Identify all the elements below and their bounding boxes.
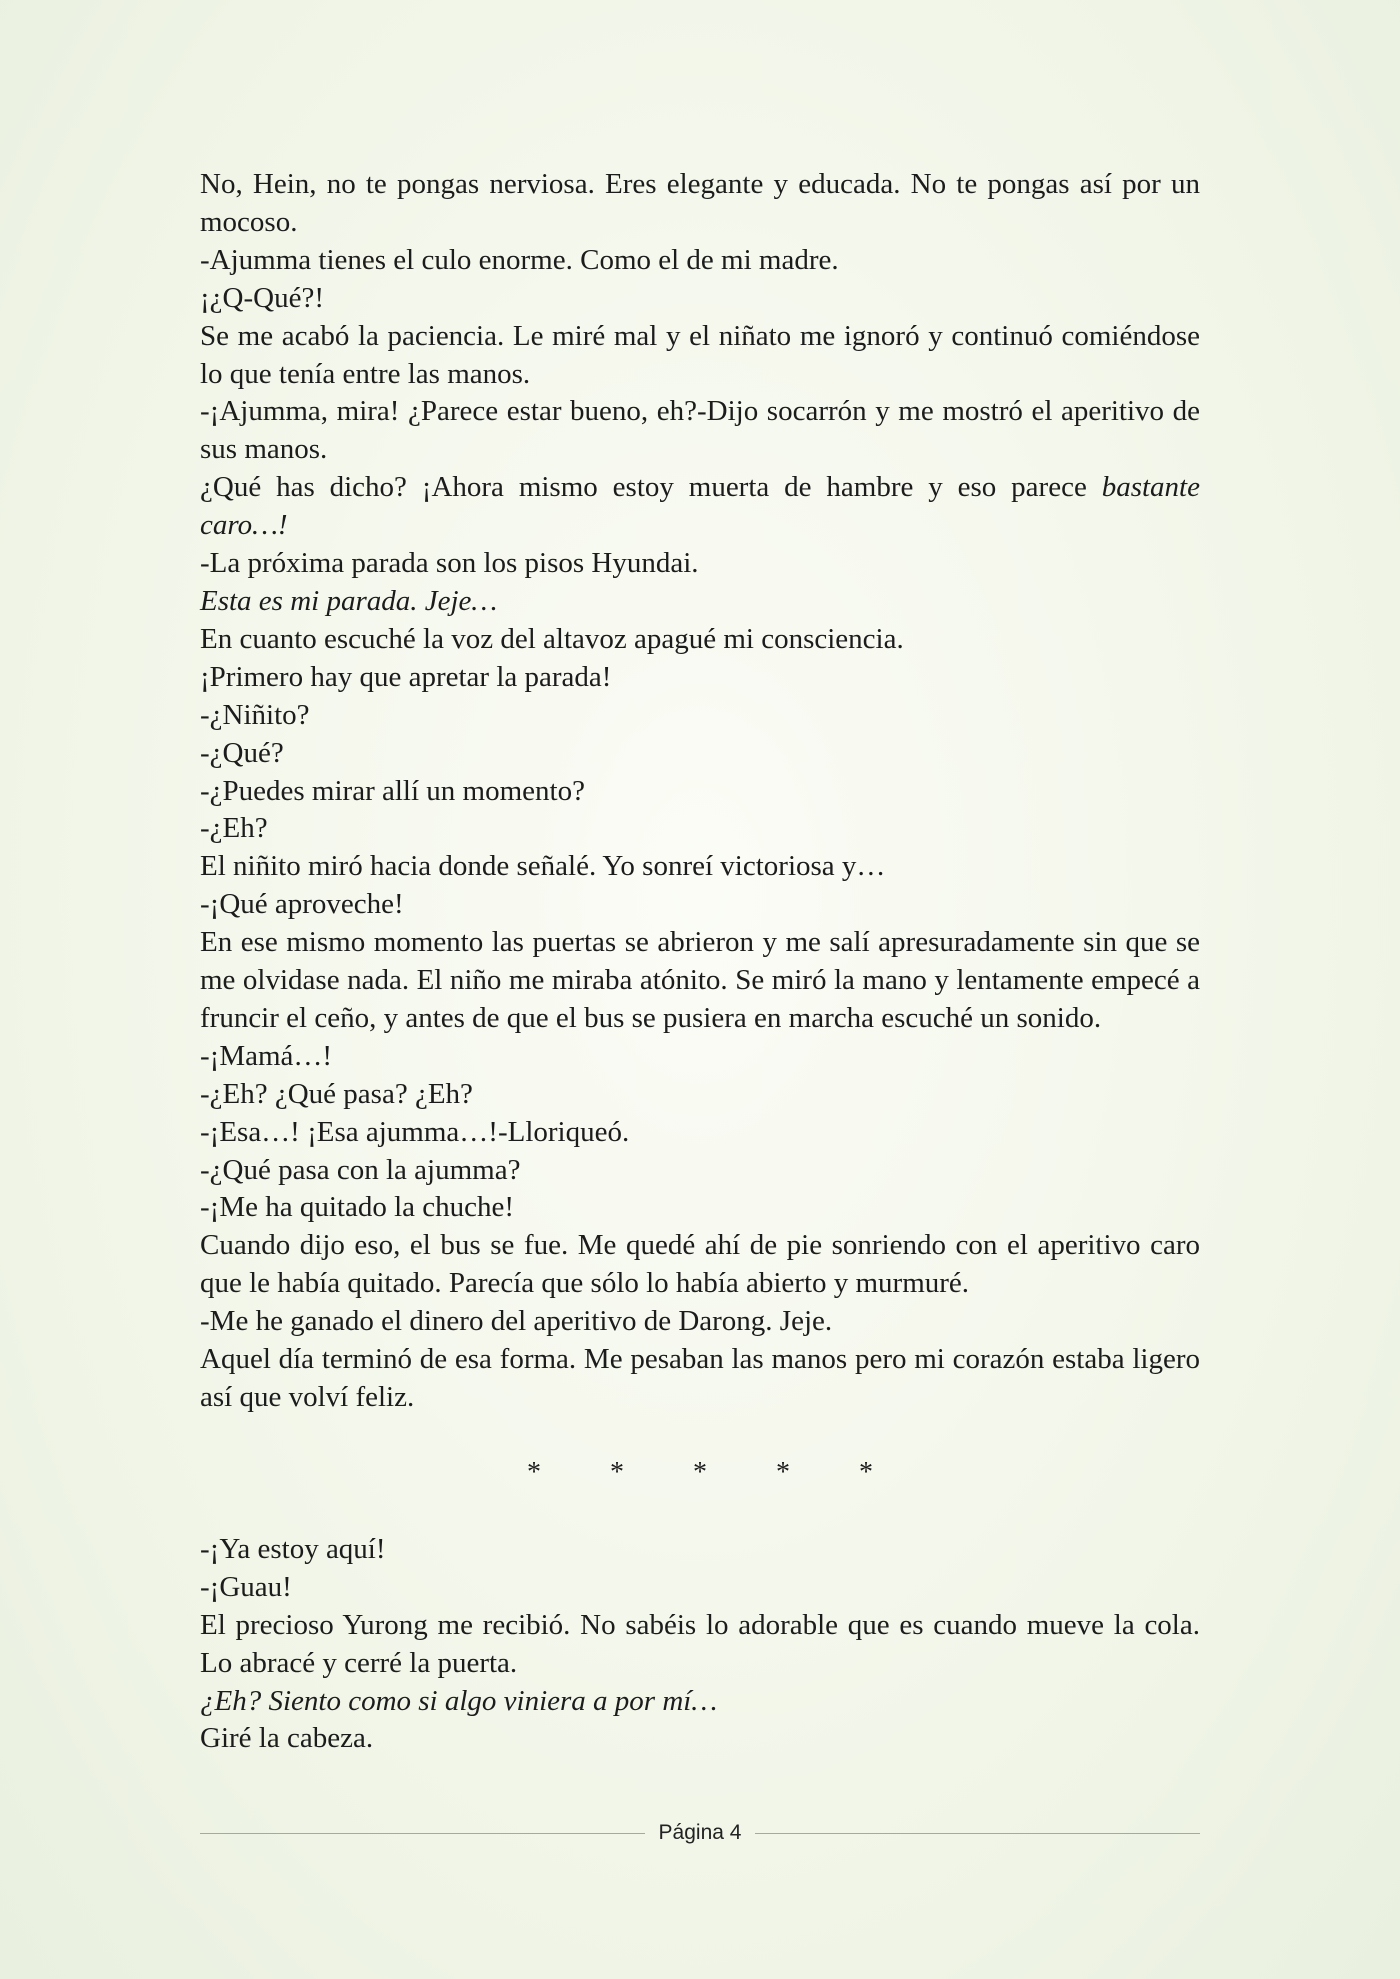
paragraph-text: -¿Qué? [200, 736, 284, 769]
paragraph [200, 469, 1200, 545]
paragraph-text: -Me he ganado el dinero del aperitivo de Darong. Jeje. [200, 1305, 833, 1338]
paragraph [200, 166, 1200, 242]
paragraph-text: -¡Guau! [200, 1570, 292, 1603]
paragraph [200, 621, 1200, 659]
paragraph [200, 242, 1200, 280]
paragraph-text: En cuanto escuché la voz del altavoz apagué mi consciencia. [200, 622, 904, 655]
paragraph [200, 1076, 1200, 1114]
paragraph-text: No, Hein, no te pongas nerviosa. Eres elegante y educada. No te pongas así por un mocoso. [200, 168, 1200, 238]
paragraph-text: -¡Mamá…! [200, 1039, 333, 1072]
paragraph-text: -¡Me ha quitado la chuche! [200, 1191, 515, 1224]
paragraph-text: -¡Esa…! ¡Esa ajumma…!-Lloriqueó. [200, 1115, 630, 1148]
paragraph [200, 1189, 1200, 1227]
paragraph-text: -¡Qué aproveche! [200, 888, 404, 921]
footer-rule-left [200, 1833, 645, 1834]
section-break [200, 1454, 1200, 1492]
paragraph [200, 1531, 1200, 1569]
paragraph-text: El precioso Yurong me recibió. No sabéis lo adorable que es cuando mueve la cola. Lo abracé y cerré la puerta. [200, 1608, 1200, 1679]
paragraph-text: En ese mismo momento las puertas se abrieron y me salí apresuradamente sin que se me olvidase nada. El niño me miraba atónito. Se miró la mano y lentamente empecé a fruncir el ceño, y antes de que el bus se pusiera en marcha escuché un sonido. [200, 926, 1200, 1034]
separator-asterisk: * [859, 1456, 873, 1488]
paragraph [200, 1152, 1200, 1190]
paragraph-text: Se me acabó la paciencia. Le miré mal y el niñato me ignoró y continuó comiéndose lo que tenía entre las manos. [200, 319, 1200, 390]
paragraphs-before-break [200, 166, 1200, 1417]
paragraph-text: Giré la cabeza. [200, 1722, 374, 1755]
paragraph [200, 583, 1200, 621]
paragraph [200, 848, 1200, 886]
paragraph-text: -¿Eh? [200, 812, 268, 845]
paragraph [200, 810, 1200, 848]
paragraph [200, 1569, 1200, 1607]
paragraph-text: ¿Qué has dicho? ¡Ahora mismo estoy muerta de hambre y eso parece [200, 471, 1102, 504]
paragraph-text: Esta es mi parada. Jeje… [200, 584, 498, 617]
page-footer [200, 1816, 1200, 1850]
paragraph [200, 393, 1200, 469]
paragraph [200, 1607, 1200, 1683]
paragraph-text: -¿Niñito? [200, 698, 310, 731]
page-number: Página 4 [658, 1821, 742, 1844]
paragraph [200, 1038, 1200, 1076]
paragraph [200, 1114, 1200, 1152]
paragraph [200, 735, 1200, 773]
document-body [200, 166, 1200, 1758]
paragraph-text: -¡Ajumma, mira! ¿Parece estar bueno, eh?-Dijo socarrón y me mostró el aperitivo de sus manos. [200, 395, 1200, 466]
paragraph-text: -¡Ya estoy aquí! [200, 1532, 386, 1565]
separator-asterisk: * [693, 1456, 707, 1488]
paragraph-text: -¿Puedes mirar allí un momento? [200, 774, 585, 807]
separator-asterisk: * [527, 1456, 541, 1488]
paragraph-text: Aquel día terminó de esa forma. Me pesaban las manos pero mi corazón estaba ligero así que volví feliz. [200, 1343, 1200, 1413]
footer-rule-right [755, 1833, 1200, 1834]
paragraph-text: El niñito miró hacia donde señalé. Yo sonreí victoriosa y… [200, 850, 886, 883]
paragraph [200, 659, 1200, 697]
paragraph [200, 1341, 1200, 1417]
paragraph-text: -La próxima parada son los pisos Hyundai. [200, 547, 699, 580]
paragraph [200, 924, 1200, 1038]
paragraph-text: ¡¿Q-Qué?! [200, 281, 324, 314]
paragraph [200, 280, 1200, 318]
separator-asterisk: * [776, 1456, 790, 1488]
paragraph [200, 1720, 1200, 1758]
paragraph [200, 697, 1200, 735]
paragraph-text: ¡Primero hay que apretar la parada! [200, 660, 612, 693]
paragraphs-after-break [200, 1531, 1200, 1758]
paragraph [200, 773, 1200, 811]
paragraph [200, 886, 1200, 924]
paragraph-text: ¿Eh? Siento como si algo viniera a por mí… [200, 1684, 718, 1717]
paragraph-text: -¿Eh? ¿Qué pasa? ¿Eh? [200, 1077, 473, 1110]
paragraph [200, 545, 1200, 583]
paragraph [200, 1227, 1200, 1303]
paragraph-italic-text: bastante caro…! [200, 471, 1200, 542]
paragraph [200, 1683, 1200, 1721]
paragraph [200, 318, 1200, 394]
paragraph-text: -Ajumma tienes el culo enorme. Como el de mi madre. [200, 243, 839, 276]
paragraph-text: Cuando dijo eso, el bus se fue. Me quedé ahí de pie sonriendo con el aperitivo caro que le había quitado. Parecía que sólo lo había abierto y murmuré. [200, 1229, 1200, 1300]
paragraph-text: -¿Qué pasa con la ajumma? [200, 1153, 521, 1186]
paragraph [200, 1303, 1200, 1341]
separator-asterisk: * [610, 1456, 624, 1488]
